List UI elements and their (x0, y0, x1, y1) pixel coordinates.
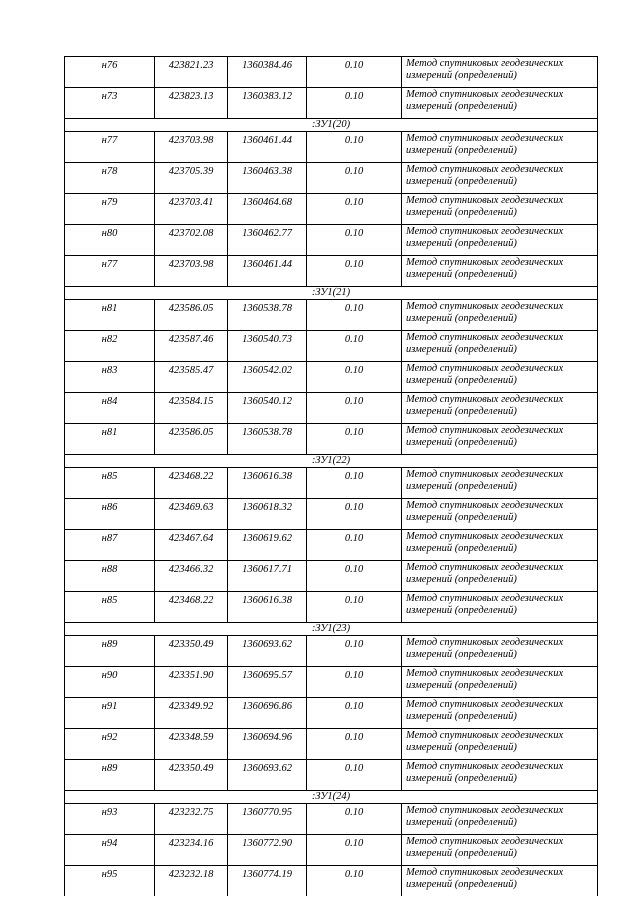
accuracy-cell: 0.10 (307, 592, 402, 623)
method-cell: Метод спутниковых геодезических измерений (определений) (402, 88, 598, 119)
method-cell: Метод спутниковых геодезических измерений (определений) (402, 835, 598, 866)
x-coordinate-cell: 423467.64 (155, 530, 228, 561)
point-name-cell: н87 (65, 530, 155, 561)
method-cell: Метод спутниковых геодезических измерений (определений) (402, 300, 598, 331)
coordinates-table-body (65, 57, 598, 897)
table-row (65, 57, 598, 88)
section-header-row (65, 455, 598, 468)
y-coordinate-cell: 1360383.12 (228, 88, 307, 119)
y-coordinate-cell: 1360464.68 (228, 194, 307, 225)
x-coordinate-cell: 423584.15 (155, 393, 228, 424)
y-coordinate-cell: 1360696.86 (228, 698, 307, 729)
accuracy-cell: 0.10 (307, 760, 402, 791)
accuracy-cell: 0.10 (307, 530, 402, 561)
x-coordinate-cell: 423234.16 (155, 835, 228, 866)
x-coordinate-cell: 423351.90 (155, 667, 228, 698)
y-coordinate-cell: 1360463.38 (228, 163, 307, 194)
x-coordinate-cell: 423350.49 (155, 760, 228, 791)
method-cell: Метод спутниковых геодезических измерений (определений) (402, 225, 598, 256)
y-coordinate-cell: 1360693.62 (228, 760, 307, 791)
x-coordinate-cell: 423705.39 (155, 163, 228, 194)
method-cell: Метод спутниковых геодезических измерений (определений) (402, 760, 598, 791)
y-coordinate-cell: 1360618.32 (228, 499, 307, 530)
accuracy-cell: 0.10 (307, 698, 402, 729)
point-name-cell: н89 (65, 636, 155, 667)
y-coordinate-cell: 1360461.44 (228, 132, 307, 163)
point-name-cell: н84 (65, 393, 155, 424)
point-name-cell: н91 (65, 698, 155, 729)
table-row (65, 698, 598, 729)
table-row (65, 88, 598, 119)
method-cell: Метод спутниковых геодезических измерений (определений) (402, 468, 598, 499)
table-row (65, 225, 598, 256)
point-name-cell: н83 (65, 362, 155, 393)
x-coordinate-cell: 423349.92 (155, 698, 228, 729)
x-coordinate-cell: 423232.75 (155, 804, 228, 835)
x-coordinate-cell: 423469.63 (155, 499, 228, 530)
x-coordinate-cell: 423232.18 (155, 866, 228, 897)
accuracy-cell: 0.10 (307, 194, 402, 225)
accuracy-cell: 0.10 (307, 804, 402, 835)
method-cell: Метод спутниковых геодезических измерений (определений) (402, 804, 598, 835)
table-row (65, 424, 598, 455)
method-cell: Метод спутниковых геодезических измерений (определений) (402, 530, 598, 561)
method-cell: Метод спутниковых геодезических измерений (определений) (402, 256, 598, 287)
x-coordinate-cell: 423703.98 (155, 132, 228, 163)
point-name-cell: н85 (65, 468, 155, 499)
table-row (65, 393, 598, 424)
table-row (65, 331, 598, 362)
x-coordinate-cell: 423350.49 (155, 636, 228, 667)
method-cell: Метод спутниковых геодезических измерений (определений) (402, 636, 598, 667)
point-name-cell: н86 (65, 499, 155, 530)
method-cell: Метод спутниковых геодезических измерений (определений) (402, 163, 598, 194)
table-row (65, 256, 598, 287)
table-row (65, 530, 598, 561)
y-coordinate-cell: 1360617.71 (228, 561, 307, 592)
method-cell: Метод спутниковых геодезических измерений (определений) (402, 424, 598, 455)
table-row (65, 362, 598, 393)
point-name-cell: н77 (65, 256, 155, 287)
section-title: :ЗУ1(21) (65, 287, 598, 300)
x-coordinate-cell: 423586.05 (155, 300, 228, 331)
method-cell: Метод спутниковых геодезических измерений (определений) (402, 729, 598, 760)
point-name-cell: н89 (65, 760, 155, 791)
point-name-cell: н73 (65, 88, 155, 119)
table-row (65, 592, 598, 623)
point-name-cell: н80 (65, 225, 155, 256)
accuracy-cell: 0.10 (307, 468, 402, 499)
y-coordinate-cell: 1360694.96 (228, 729, 307, 760)
section-header-row (65, 791, 598, 804)
y-coordinate-cell: 1360384.46 (228, 57, 307, 88)
section-header-row (65, 119, 598, 132)
y-coordinate-cell: 1360616.38 (228, 468, 307, 499)
point-name-cell: н77 (65, 132, 155, 163)
accuracy-cell: 0.10 (307, 866, 402, 897)
method-cell: Метод спутниковых геодезических измерений (определений) (402, 698, 598, 729)
accuracy-cell: 0.10 (307, 300, 402, 331)
x-coordinate-cell: 423703.98 (155, 256, 228, 287)
table-row (65, 667, 598, 698)
section-title: :ЗУ1(22) (65, 455, 598, 468)
method-cell: Метод спутниковых геодезических измерений (определений) (402, 57, 598, 88)
x-coordinate-cell: 423468.22 (155, 468, 228, 499)
x-coordinate-cell: 423586.05 (155, 424, 228, 455)
x-coordinate-cell: 423585.47 (155, 362, 228, 393)
accuracy-cell: 0.10 (307, 393, 402, 424)
table-row (65, 194, 598, 225)
table-row (65, 760, 598, 791)
y-coordinate-cell: 1360772.90 (228, 835, 307, 866)
y-coordinate-cell: 1360540.12 (228, 393, 307, 424)
y-coordinate-cell: 1360538.78 (228, 300, 307, 331)
method-cell: Метод спутниковых геодезических измерений (определений) (402, 499, 598, 530)
y-coordinate-cell: 1360462.77 (228, 225, 307, 256)
method-cell: Метод спутниковых геодезических измерений (определений) (402, 331, 598, 362)
table-row (65, 300, 598, 331)
x-coordinate-cell: 423348.59 (155, 729, 228, 760)
table-row (65, 729, 598, 760)
accuracy-cell: 0.10 (307, 163, 402, 194)
y-coordinate-cell: 1360770.95 (228, 804, 307, 835)
accuracy-cell: 0.10 (307, 729, 402, 760)
y-coordinate-cell: 1360538.78 (228, 424, 307, 455)
point-name-cell: н82 (65, 331, 155, 362)
method-cell: Метод спутниковых геодезических измерений (определений) (402, 132, 598, 163)
section-header-row (65, 287, 598, 300)
table-row (65, 835, 598, 866)
method-cell: Метод спутниковых геодезических измерений (определений) (402, 393, 598, 424)
table-row (65, 163, 598, 194)
y-coordinate-cell: 1360774.19 (228, 866, 307, 897)
y-coordinate-cell: 1360619.62 (228, 530, 307, 561)
accuracy-cell: 0.10 (307, 362, 402, 393)
y-coordinate-cell: 1360695.57 (228, 667, 307, 698)
y-coordinate-cell: 1360461.44 (228, 256, 307, 287)
section-title: :ЗУ1(20) (65, 119, 598, 132)
method-cell: Метод спутниковых геодезических измерений (определений) (402, 561, 598, 592)
table-row (65, 636, 598, 667)
accuracy-cell: 0.10 (307, 835, 402, 866)
y-coordinate-cell: 1360693.62 (228, 636, 307, 667)
method-cell: Метод спутниковых геодезических измерений (определений) (402, 362, 598, 393)
point-name-cell: н79 (65, 194, 155, 225)
point-name-cell: н81 (65, 424, 155, 455)
point-name-cell: н90 (65, 667, 155, 698)
method-cell: Метод спутниковых геодезических измерений (определений) (402, 866, 598, 897)
section-title: :ЗУ1(24) (65, 791, 598, 804)
accuracy-cell: 0.10 (307, 256, 402, 287)
x-coordinate-cell: 423468.22 (155, 592, 228, 623)
x-coordinate-cell: 423821.23 (155, 57, 228, 88)
accuracy-cell: 0.10 (307, 667, 402, 698)
x-coordinate-cell: 423823.13 (155, 88, 228, 119)
point-name-cell: н85 (65, 592, 155, 623)
point-name-cell: н93 (65, 804, 155, 835)
table-row (65, 866, 598, 897)
method-cell: Метод спутниковых геодезических измерений (определений) (402, 592, 598, 623)
y-coordinate-cell: 1360542.02 (228, 362, 307, 393)
accuracy-cell: 0.10 (307, 561, 402, 592)
x-coordinate-cell: 423703.41 (155, 194, 228, 225)
point-name-cell: н94 (65, 835, 155, 866)
table-row (65, 804, 598, 835)
x-coordinate-cell: 423702.08 (155, 225, 228, 256)
table-row (65, 132, 598, 163)
point-name-cell: н81 (65, 300, 155, 331)
accuracy-cell: 0.10 (307, 57, 402, 88)
accuracy-cell: 0.10 (307, 88, 402, 119)
accuracy-cell: 0.10 (307, 331, 402, 362)
accuracy-cell: 0.10 (307, 132, 402, 163)
point-name-cell: н88 (65, 561, 155, 592)
table-row (65, 468, 598, 499)
accuracy-cell: 0.10 (307, 499, 402, 530)
point-name-cell: н92 (65, 729, 155, 760)
table-row (65, 499, 598, 530)
y-coordinate-cell: 1360616.38 (228, 592, 307, 623)
point-name-cell: н76 (65, 57, 155, 88)
section-title: :ЗУ1(23) (65, 623, 598, 636)
table-row (65, 561, 598, 592)
accuracy-cell: 0.10 (307, 636, 402, 667)
x-coordinate-cell: 423466.32 (155, 561, 228, 592)
x-coordinate-cell: 423587.46 (155, 331, 228, 362)
accuracy-cell: 0.10 (307, 225, 402, 256)
method-cell: Метод спутниковых геодезических измерений (определений) (402, 667, 598, 698)
y-coordinate-cell: 1360540.73 (228, 331, 307, 362)
coordinates-table (64, 56, 598, 896)
point-name-cell: н78 (65, 163, 155, 194)
method-cell: Метод спутниковых геодезических измерений (определений) (402, 194, 598, 225)
accuracy-cell: 0.10 (307, 424, 402, 455)
section-header-row (65, 623, 598, 636)
point-name-cell: н95 (65, 866, 155, 897)
